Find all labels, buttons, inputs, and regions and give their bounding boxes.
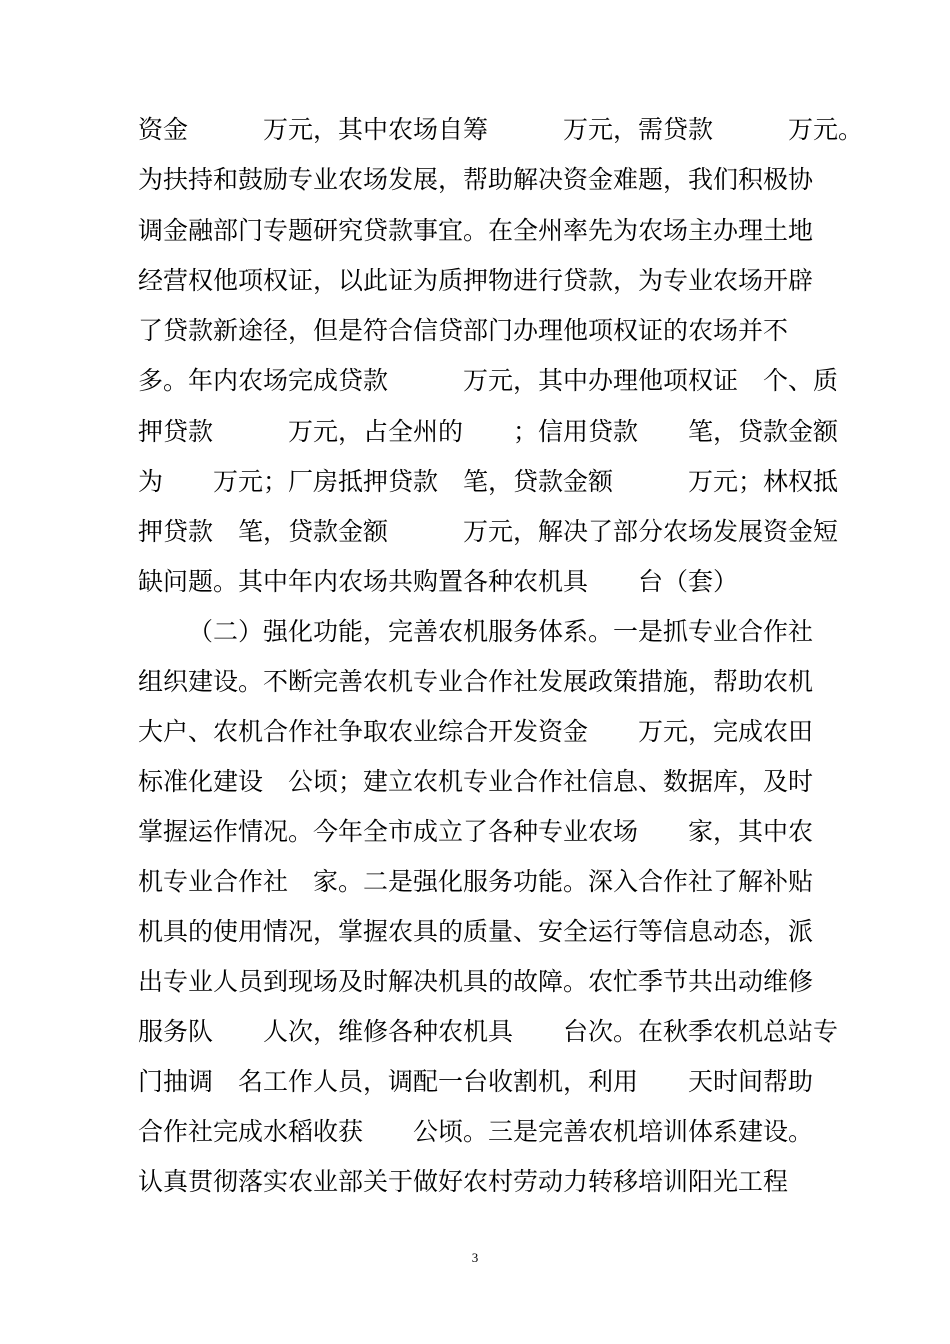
paragraph-line: 掌握运作情况。今年全市成立了各种专业农场 家，其中农 xyxy=(138,817,814,846)
paragraph-line: 经营权他项权证，以此证为质押物进行贷款，为专业农场开辟 xyxy=(138,266,814,295)
paragraph-line: 为扶持和鼓励专业农场发展，帮助解决资金难题，我们积极协 xyxy=(138,165,814,194)
paragraph-line: 服务队 人次，维修各种农机具 台次。在秋季农机总站专 xyxy=(138,1017,839,1046)
paragraph-line: 押贷款 笔，贷款金额 万元，解决了部分农场发展资金短 xyxy=(138,517,839,546)
paragraph-line: 多。年内农场完成贷款 万元，其中办理他项权证 个、质 xyxy=(138,366,839,395)
paragraph-line: 机具的使用情况，掌握农具的质量、安全运行等信息动态，派 xyxy=(138,917,814,946)
paragraph-line: 资金 万元，其中农场自筹 万元，需贷款 万元。 xyxy=(138,115,864,144)
paragraph-line: 出专业人员到现场及时解决机具的故障。农忙季节共出动维修 xyxy=(138,967,814,996)
paragraph-line: 标准化建设 公顷；建立农机专业合作社信息、数据库，及时 xyxy=(138,767,814,796)
paragraph-line: 押贷款 万元，占全州的 ；信用贷款 笔，贷款金额 xyxy=(138,417,839,446)
paragraph-line: 缺问题。其中年内农场共购置各种农机具 台（套） xyxy=(138,567,739,596)
section-heading-line: （二）强化功能，完善农机服务体系。一是抓专业合作社 xyxy=(188,617,814,646)
page-number: 3 xyxy=(471,1250,479,1265)
paragraph-line: 组织建设。不断完善农机专业合作社发展政策措施，帮助农机 xyxy=(138,667,814,696)
paragraph-line: 合作社完成水稻收获 公顷。三是完善农机培训体系建设。 xyxy=(138,1117,814,1146)
paragraph-line: 了贷款新途径，但是符合信贷部门办理他项权证的农场并不 xyxy=(138,316,789,345)
paragraph-line: 门抽调 名工作人员，调配一台收割机，利用 天时间帮助 xyxy=(138,1067,814,1096)
paragraph-line: 为 万元；厂房抵押贷款 笔，贷款金额 万元；林权抵 xyxy=(138,467,839,496)
paragraph-line: 调金融部门专题研究贷款事宜。在全州率先为农场主办理土地 xyxy=(138,216,814,245)
paragraph-line: 机专业合作社 家。二是强化服务功能。深入合作社了解补贴 xyxy=(138,867,814,896)
paragraph-line: 大户、农机合作社争取农业综合开发资金 万元，完成农田 xyxy=(138,717,814,746)
paragraph-line: 认真贯彻落实农业部关于做好农村劳动力转移培训阳光工程 xyxy=(138,1167,789,1196)
